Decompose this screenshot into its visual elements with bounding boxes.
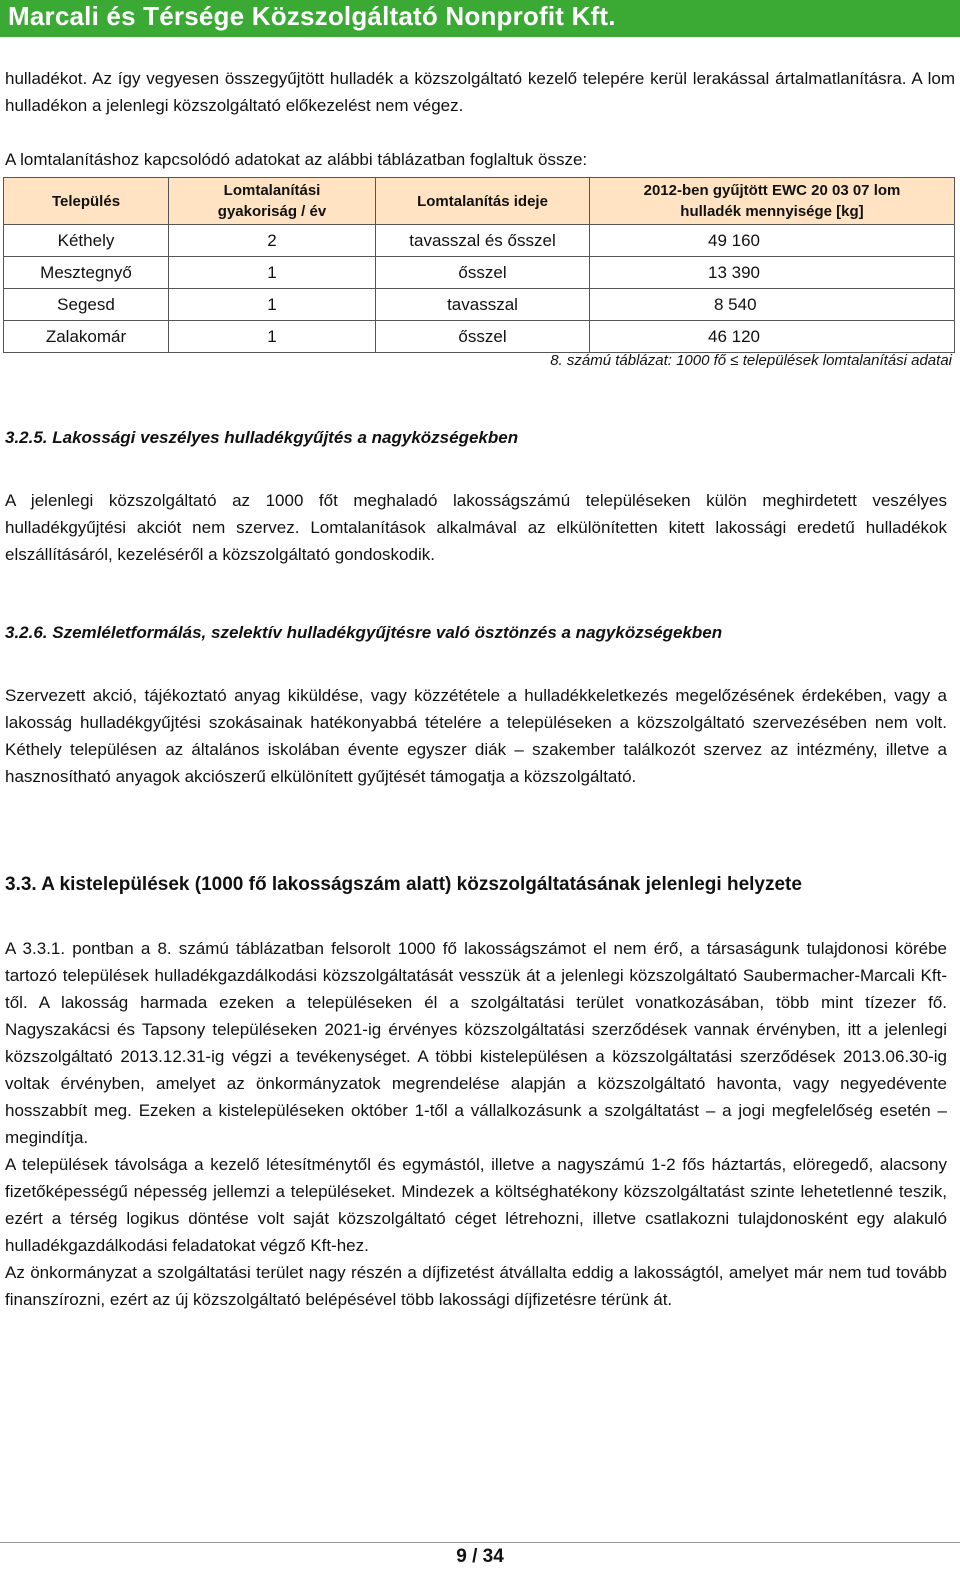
page-number: 9 / 34	[456, 1546, 504, 1567]
cell-gyakorisag: 1	[169, 257, 376, 289]
cell-gyakorisag: 1	[169, 289, 376, 321]
cell-telepules: Mesztegnyő	[4, 257, 169, 289]
cell-ideje: tavasszal	[376, 289, 590, 321]
page-header	[0, 0, 960, 37]
col-header-mennyiseg-text: 2012-ben gyűjtött EWC 20 03 07 lom hulladék mennyisége [kg]	[643, 182, 901, 220]
cell-ideje: ősszel	[376, 257, 590, 289]
section-33-body	[5, 935, 947, 1313]
header-title: Marcali és Térsége Közszolgáltató Nonprofit Kft.	[8, 1, 616, 31]
cell-mennyiseg: 8 540	[590, 289, 955, 321]
col-header-telepules: Település	[4, 178, 169, 225]
section-33-paragraph-3: Az önkormányzat a szolgáltatási terület nagy részén a díjfizetést átvállalta eddig a lakosságtól, amelyet már nem tud tovább finanszírozni, ezért az új közszolgáltató belépésével több lakossági díjfizetésre térünk át.	[5, 1263, 947, 1309]
cell-telepules: Kéthely	[4, 225, 169, 257]
cell-mennyiseg: 49 160	[590, 225, 955, 257]
col-header-gyakorisag	[169, 178, 376, 225]
intro-paragraph: hulladékot. Az így vegyesen összegyűjtött hulladék a közszolgáltató kezelő telepére kerül lerakással ártalmatlanításra. A lom hulladékon a jelenlegi közszolgáltató előkezelést nem végez.	[5, 69, 955, 115]
table-header-row	[4, 178, 955, 225]
col-header-ideje: Lomtalanítás ideje	[376, 178, 590, 225]
intro-block	[5, 65, 955, 173]
table-row	[4, 321, 955, 353]
section-325-text: A jelenlegi közszolgáltató az 1000 főt meghaladó lakosságszámú településeken külön meghirdetett veszélyes hulladékgyűjtési akciót nem szervez. Lomtalanítások alkalmával az elkülönítetten kitett lakossági eredetű hulladékok elszállításáról, kezeléséről a közszolgáltató gondoskodik.	[5, 491, 947, 564]
cell-gyakorisag: 1	[169, 321, 376, 353]
section-33-heading: 3.3. A kistelepülések (1000 fő lakosságszám alatt) közszolgáltatásának jelenlegi helyzete	[5, 874, 802, 895]
col-header-gyakorisag-text: Lomtalanítási gyakoriság / év	[217, 182, 327, 220]
section-33-paragraph-2: A települések távolsága a kezelő létesítménytől és egymástól, illetve a nagyszámú 1-2 fős háztartás, elöregedő, alacsony fizetőképességű népesség jellemzi a településeket. Mindezek a költséghatékony közszolgáltatást szinte lehetetlenné teszik, ezért a térség logikus döntése volt saját közszolgáltató céget létrehozni, illetve csatlakozni tulajdonosként egy alakuló hulladékgazdálkodási feladatokat végző Kft-hez.	[5, 1155, 947, 1255]
section-33-paragraph-1: A 3.3.1. pontban a 8. számú táblázatban felsorolt 1000 fő lakosságszámot el nem érő, a társaságunk tulajdonosi körébe tartozó települések hulladékgazdálkodási közszolgáltatását vesszük át a jelenlegi közszolgáltató Saubermacher-Marcali Kft-től. A lakosság harmada ezeken a településeken él a szolgáltatási terület vonatkozásában, több mint tízezer fő. Nagyszakácsi és Tapsony településeken 2021-ig érvényes közszolgáltatási szerződések vannak érvényben, itt a jelenlegi közszolgáltató 2013.12.31-ig végzi a tevékenységet. A többi kistelepülésen a közszolgáltatási szerződések 2013.06.30-ig voltak érvényben, amelyet az önkormányzatok megrendelése alapján a közszolgáltató havonta, vagy negyedévente hosszabbít meg. Ezeken a kistelepüléseken október 1-től a vállalkozásunk a szolgáltatást – a jogi megfelelőség esetén – megindítja.	[5, 939, 947, 1147]
cell-telepules: Zalakomár	[4, 321, 169, 353]
table-row	[4, 289, 955, 321]
cell-ideje: ősszel	[376, 321, 590, 353]
cell-mennyiseg: 13 390	[590, 257, 955, 289]
cell-ideje: tavasszal és ősszel	[376, 225, 590, 257]
lomtalanitas-table	[3, 177, 955, 353]
footer-divider	[0, 1542, 960, 1543]
cell-mennyiseg: 46 120	[590, 321, 955, 353]
cell-gyakorisag: 2	[169, 225, 376, 257]
cell-telepules: Segesd	[4, 289, 169, 321]
table-caption: 8. számú táblázat: 1000 fő ≤ települések lomtalanítási adatai	[550, 352, 952, 369]
section-325-heading: 3.2.5. Lakossági veszélyes hulladékgyűjtés a nagyközségekben	[5, 428, 519, 447]
table-intro-paragraph: A lomtalanításhoz kapcsolódó adatokat az alábbi táblázatban foglaltuk össze:	[5, 150, 588, 169]
col-header-mennyiseg	[590, 178, 955, 225]
table-row	[4, 225, 955, 257]
section-326-text: Szervezett akció, tájékoztató anyag kiküldése, vagy közzététele a hulladékkeletkezés megelőzésének érdekében, vagy a lakosság hulladékgyűjtési szokásainak hatékonyabbá tételére a településeken a közszolgáltató szervezésében nem volt. Kéthely településen az általános iskolában évente egyszer diák – szakember találkozót szervez az intézmény, illetve a hasznosítható anyagok akciószerű elkülönített gyűjtését támogatja a közszolgáltató.	[5, 686, 947, 786]
section-326-heading: 3.2.6. Szemléletformálás, szelektív hulladékgyűjtésre való ösztönzés a nagyközségekben	[5, 623, 723, 642]
table-row	[4, 257, 955, 289]
